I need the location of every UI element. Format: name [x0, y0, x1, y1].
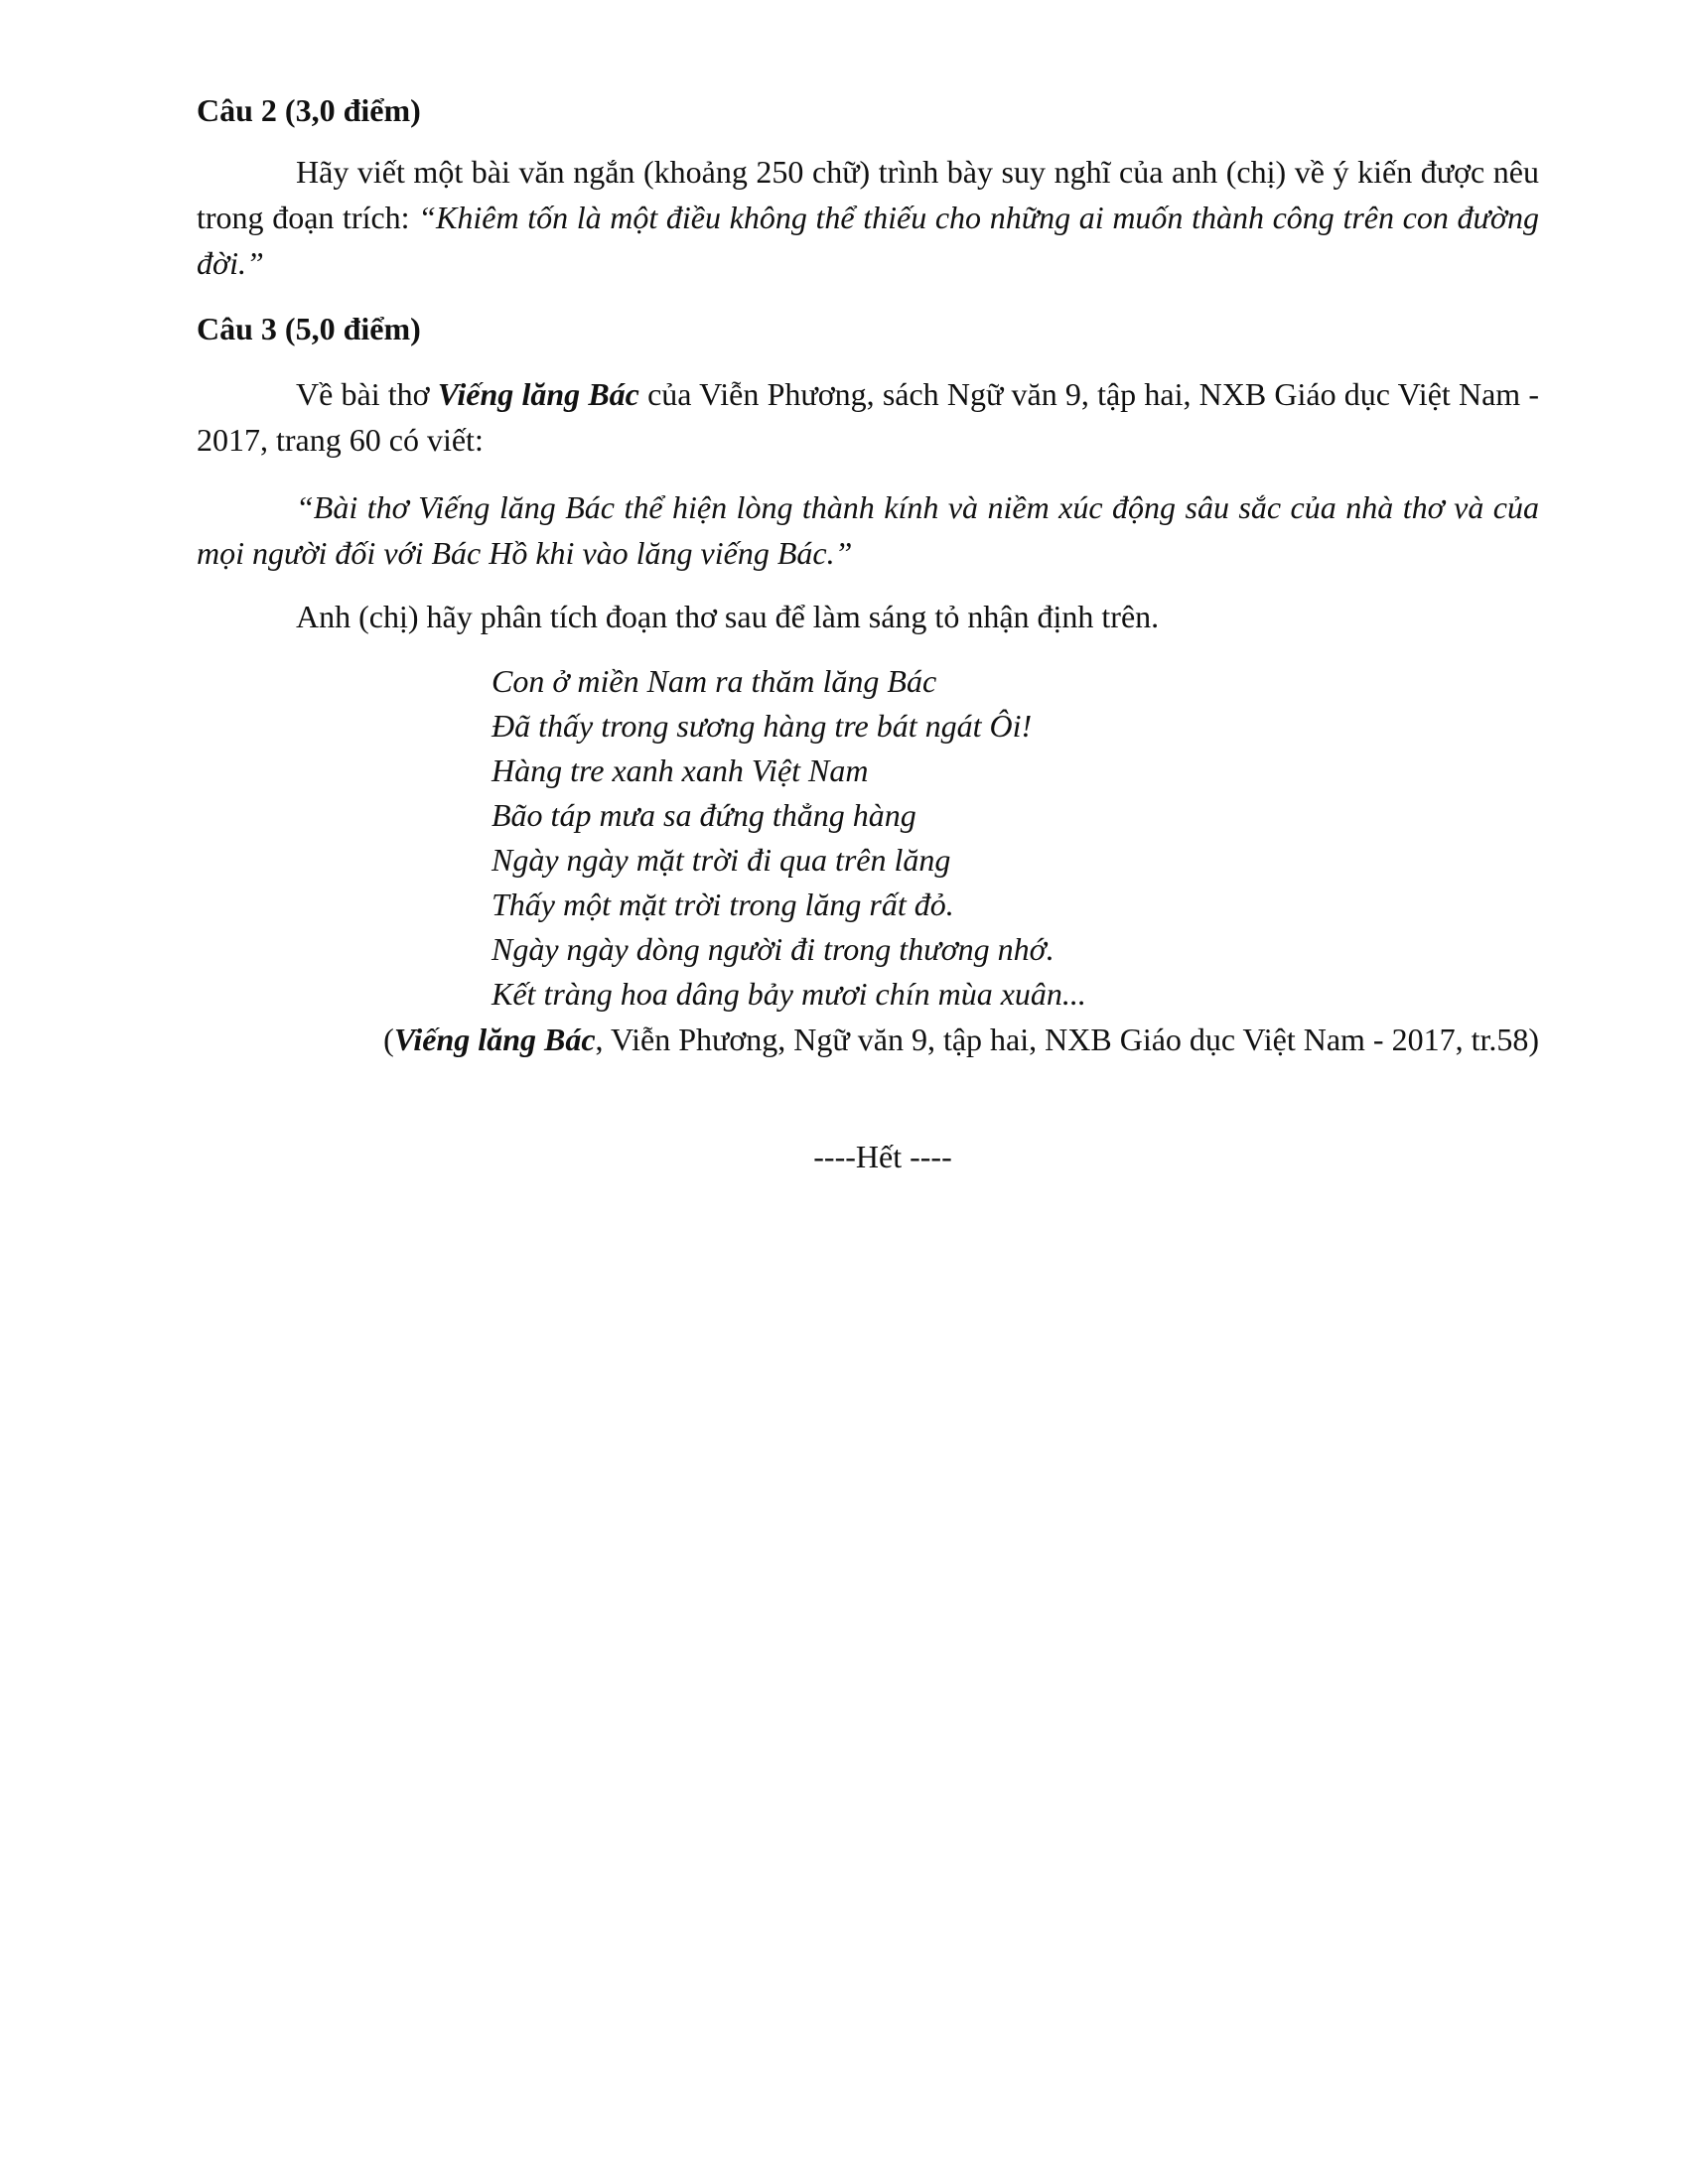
poem-line: Kết tràng hoa dâng bảy mươi chín mùa xuân...: [492, 976, 1086, 1012]
poem-excerpt: [492, 659, 1539, 1017]
question-3-heading: Câu 3 (5,0 điểm): [197, 311, 421, 346]
poem-line: Ngày ngày dòng người đi trong thương nhớ.: [492, 931, 1055, 967]
poem-source-citation: [197, 1017, 1539, 1062]
poem-line: Con ở miền Nam ra thăm lăng Bác: [492, 663, 937, 699]
question-2-prompt: [197, 149, 1539, 286]
poem-title: Viếng lăng Bác: [437, 376, 639, 412]
poem-line: Ngày ngày mặt trời đi qua trên lăng: [492, 842, 951, 878]
question-3-intro: [197, 371, 1539, 463]
source-poem-title: Viếng lăng Bác: [393, 1022, 596, 1057]
poem-line: Bão táp mưa sa đứng thẳng hàng: [492, 797, 916, 833]
question-2-prompt-quote: “Khiêm tốn là một điều không thể thiếu cho những ai muốn thành công trên con đường đời.”: [197, 200, 1540, 281]
poem-line: Thấy một mặt trời trong lăng rất đỏ.: [492, 887, 954, 922]
end-marker: ----Hết ----: [813, 1139, 952, 1174]
question-3-intro-after: của Viễn Phương, sách Ngữ văn 9, tập hai, NXB Giáo dục Việt Nam - 2017, trang 60 có viết:: [197, 376, 1540, 458]
question-2-heading: Câu 2 (3,0 điểm): [197, 92, 421, 128]
source-details: , Viễn Phương, Ngữ văn 9, tập hai, NXB Giáo dục Việt Nam - 2017, tr.58): [595, 1022, 1539, 1057]
question-3-task: Anh (chị) hãy phân tích đoạn thơ sau để làm sáng tỏ nhận định trên.: [296, 599, 1160, 634]
question-3-quote: “Bài thơ Viếng lăng Bác thể hiện lòng thành kính và niềm xúc động sâu sắc của nhà thơ và của mọi người đối với Bác Hồ khi vào lăng viếng Bác.”: [197, 489, 1539, 571]
question-2-prompt-intro: Hãy viết một bài văn ngắn (khoảng 250 chữ) trình bày suy nghĩ của anh (chị) về ý kiến được nêu trong đoạn trích:: [197, 154, 1539, 235]
poem-line: Đã thấy trong sương hàng tre bát ngát Ôi!: [492, 708, 1033, 744]
poem-line: Hàng tre xanh xanh Việt Nam: [492, 752, 869, 788]
question-3-intro-before: Về bài thơ: [296, 376, 438, 412]
exam-page: [197, 79, 1539, 1211]
source-open-paren: (: [383, 1022, 394, 1057]
